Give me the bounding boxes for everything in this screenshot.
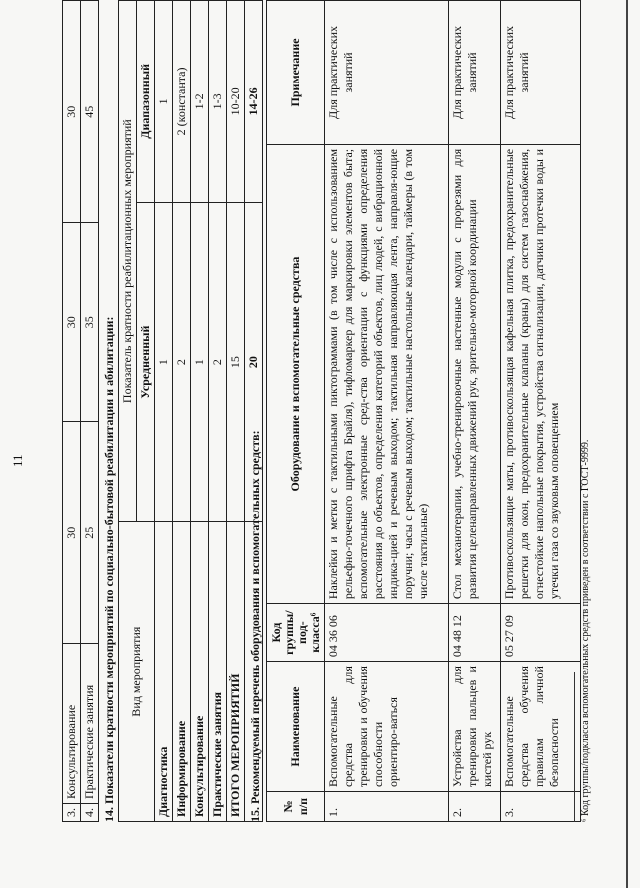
cell-value: 15 xyxy=(227,202,245,522)
row-name: Практические занятия xyxy=(209,522,227,822)
table-header-row xyxy=(119,1,137,822)
row-equipment: Наклейки и метки с тактильными пиктограммами (в том числе с использованием рельефно-точечного шрифта Брайля), тифломаркер для маркировки элементов быта; вспомогательные электронные сред-ства ориентации с функциями определения расстояния до объектов, определения категорий объектов, лиц людей, с вибрационной индика-цией и речевым выходом; тактильная направляющая лента, направля-ющие поручни; часы с речевым выходом; тактильные настольные календари, таймеры (в том числе тактильные) xyxy=(325,144,449,603)
cell-value: 25 xyxy=(81,422,99,644)
header-equipment: Оборудование и вспомогательные средства xyxy=(267,144,325,603)
cell-value: 30 xyxy=(63,422,81,644)
table-row xyxy=(173,1,191,822)
cell-value: 2 (константа) xyxy=(173,1,191,203)
cell-value: 35 xyxy=(81,223,99,422)
cell-value: 14-26 xyxy=(245,1,263,203)
cell-value: 1 xyxy=(155,1,173,203)
cell-value: 1-2 xyxy=(191,1,209,203)
table-row xyxy=(63,1,81,822)
cell-value: 2 xyxy=(209,202,227,522)
header-name: Наименование xyxy=(267,662,325,792)
table-row xyxy=(155,1,173,822)
header-event: Вид мероприятия xyxy=(119,522,155,822)
cell-value: 20 xyxy=(245,202,263,522)
section-14-heading: 14. Показатели кратности мероприятий по социально-бытовой реабилитации и абилитации: xyxy=(102,316,116,822)
row-name: Вспомогательные средства обучения правилам личной безопасности xyxy=(501,662,581,792)
row-note: Для практических занятий xyxy=(449,1,501,145)
row-number: 1. xyxy=(325,792,449,822)
cell-value: 1 xyxy=(191,202,209,522)
table-header-row xyxy=(267,1,325,822)
row-note: Для практических занятий xyxy=(501,1,581,145)
row-number: 3. xyxy=(501,792,581,822)
page-number: 11 xyxy=(10,454,25,467)
section-15-heading: 15. Рекомендуемый перечень оборудования и вспомогательных средств: xyxy=(248,430,262,822)
row-name: Диагностика xyxy=(155,522,173,822)
table-row xyxy=(227,1,245,822)
header-note: Примечание xyxy=(267,1,325,145)
row-equipment: Стол механотерапии, учебно-тренировочные настенные модули с прорезями для развития целенаправленных движений рук, зрительно-моторной координации xyxy=(449,144,501,603)
table-14 xyxy=(118,0,263,822)
row-code: 04 48 12 xyxy=(449,604,501,662)
cell-value: 45 xyxy=(81,1,99,223)
row-name: Консультирование xyxy=(191,522,209,822)
footnote-separator xyxy=(574,672,575,822)
cell-value: 1-3 xyxy=(209,1,227,203)
row-code: 04 36 06 xyxy=(325,604,449,662)
row-note: Для практических занятий xyxy=(325,1,449,145)
scan-edge-line xyxy=(626,0,628,888)
cell-value: 30 xyxy=(63,223,81,422)
row-name: Практические занятия xyxy=(81,644,99,804)
cell-value: 30 xyxy=(63,1,81,223)
table-row xyxy=(325,1,449,822)
cell-value: 1 xyxy=(155,202,173,522)
table-row xyxy=(81,1,99,822)
cell-value: 2 xyxy=(173,202,191,522)
table-row xyxy=(209,1,227,822)
row-name: Устройства для тренировки пальцев и кистей рук xyxy=(449,662,501,792)
row-number: 3. xyxy=(63,804,81,822)
row-equipment: Противоскользящие маты, противоскользящая кафельная плитка, предохранительные решетки для окон, предохранительные клапаны (краны) для систем газоснабжения, огнестойкие напольные покрытия, устройства сигнализации, датчики протечки воды и утечки газа со звуковым оповещением xyxy=(501,144,581,603)
row-name: Информирование xyxy=(173,522,191,822)
row-name: Вспомогательные средства для тренировки и обучения способности ориентиро-ваться xyxy=(325,662,449,792)
row-name: Консультирование xyxy=(63,644,81,804)
row-code: 05 27 09 xyxy=(501,604,581,662)
header-range: Диапазонный xyxy=(137,1,155,203)
header-number: № п/п xyxy=(267,792,325,822)
row-name: ИТОГО МЕРОПРИЯТИЙ xyxy=(227,522,245,822)
table-15 xyxy=(266,0,581,822)
row-number: 2. xyxy=(449,792,501,822)
row-number: 4. xyxy=(81,804,99,822)
table-row xyxy=(501,1,581,822)
table-13-continuation xyxy=(62,0,99,822)
header-code: Код группы/под-класса⁶ xyxy=(267,604,325,662)
header-indicator: Показатель кратности реабилитационных мероприятий xyxy=(119,1,137,522)
table-row xyxy=(191,1,209,822)
header-average: Усредненный xyxy=(137,202,155,522)
footnote: ⁶ Код группы/подкласса вспомогательных средств приведен в соответствии с ГОСТ-9999. xyxy=(580,439,591,822)
cell-value: 10-20 xyxy=(227,1,245,203)
table-row xyxy=(449,1,501,822)
